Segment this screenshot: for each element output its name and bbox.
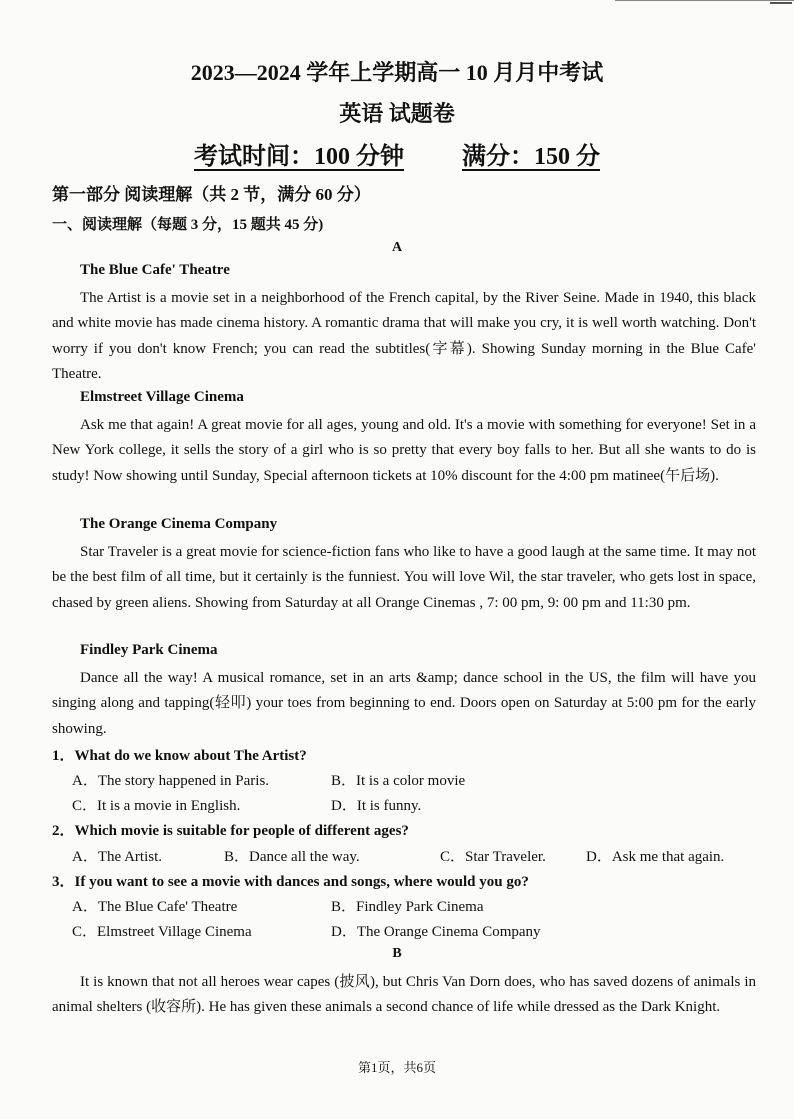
exam-subtitle: 英语 试题卷 (339, 101, 455, 126)
section-title: 一、阅读理解（每题 3 分，15 题共 45 分) (52, 217, 324, 233)
cinema-heading: The Orange Cinema Company (80, 516, 278, 532)
question-option: D．The Orange Cinema Company (331, 924, 541, 940)
passage-b-letter: B (392, 946, 402, 961)
cinema-heading: Findley Park Cinema (80, 642, 218, 658)
page-number: 第1页，共6页 (357, 1060, 436, 1075)
cinema-description: The Artist is a movie set in a neighborhood of the French capital, by the River Seine. Made in 1940, this black and white movie has made cinema history. A romantic drama that will make you cry, it is well worth watching. Don't worry if you don't know French; you can read the subtitles(字幕). Showing Sunday morning in the Blue Cafe' Theatre. (52, 290, 756, 382)
cinema-description: Ask me that again! A great movie for all ages, young and old. It's a movie with something for everyone! Set in a New York college, it sells the story of a girl who is so pretty that every boy falls to her. But all she wants to do is study! Now showing until Sunday, Special afternoon tickets at 10% discount for the 4:00 pm matinee(午后场). (52, 417, 756, 484)
question-stem: 3．If you want to see a movie with dances and songs, where would you go? (52, 874, 529, 890)
question-stem: 2．Which movie is suitable for people of different ages? (52, 823, 409, 839)
question-stem: 1．What do we know about The Artist? (52, 748, 307, 764)
exam-info (0, 136, 794, 171)
question-option: A．The Blue Cafe' Theatre (72, 899, 238, 915)
cinema-description: Star Traveler is a great movie for science-fiction fans who like to have a good laugh at the same time. It may not be the best film of all time, but it certainly is the funniest. You will love Wil, the star traveler, who gets lost in space, chased by green aliens. Showing from Saturday at all Orange Cinemas , 7: 00 pm, 9: 00 pm and 11:30 pm. (52, 544, 756, 611)
cinema-heading: The Blue Cafe' Theatre (80, 262, 230, 278)
question-option: B．It is a color movie (331, 773, 466, 789)
exam-title: 2023—2024 学年上学期高一 10 月月中考试 (190, 60, 604, 85)
part-title: 第一部分 阅读理解（共 2 节，满分 60 分） (52, 185, 371, 204)
passage-b-text: It is known that not all heroes wear capes (披风), but Chris Van Dorn does, who has saved dozens of animals in animal shelters (收容所). He has given these animals a second chance of life while dressed as the Dark Knight. (52, 974, 756, 1016)
question-option: B．Dance all the way. (224, 849, 360, 865)
question-option: C．It is a movie in English. (72, 798, 241, 814)
question-option: C．Star Traveler. (440, 849, 546, 865)
question-option: A．The story happened in Paris. (72, 773, 270, 789)
question-option: C．Elmstreet Village Cinema (72, 924, 252, 940)
cinema-description: Dance all the way! A musical romance, set in an arts &amp; dance school in the US, the film will have you singing along and tapping(轻叩) your toes from beginning to end. Doors open on Saturday at 5:00 pm for the early showing. (52, 670, 756, 737)
page-edge-mark (770, 2, 792, 4)
passage-a-letter: A (391, 240, 403, 255)
question-option: B．Findley Park Cinema (331, 899, 484, 915)
exam-time: 考试时间：100 分钟 (194, 144, 404, 170)
question-option: D．It is funny. (331, 798, 422, 814)
question-option: D．Ask me that again. (586, 849, 725, 865)
page-edge-line (615, 0, 794, 5)
cinema-heading: Elmstreet Village Cinema (80, 389, 244, 405)
question-option: A．The Artist. (72, 849, 162, 865)
exam-score: 满分：150 分 (462, 144, 600, 170)
